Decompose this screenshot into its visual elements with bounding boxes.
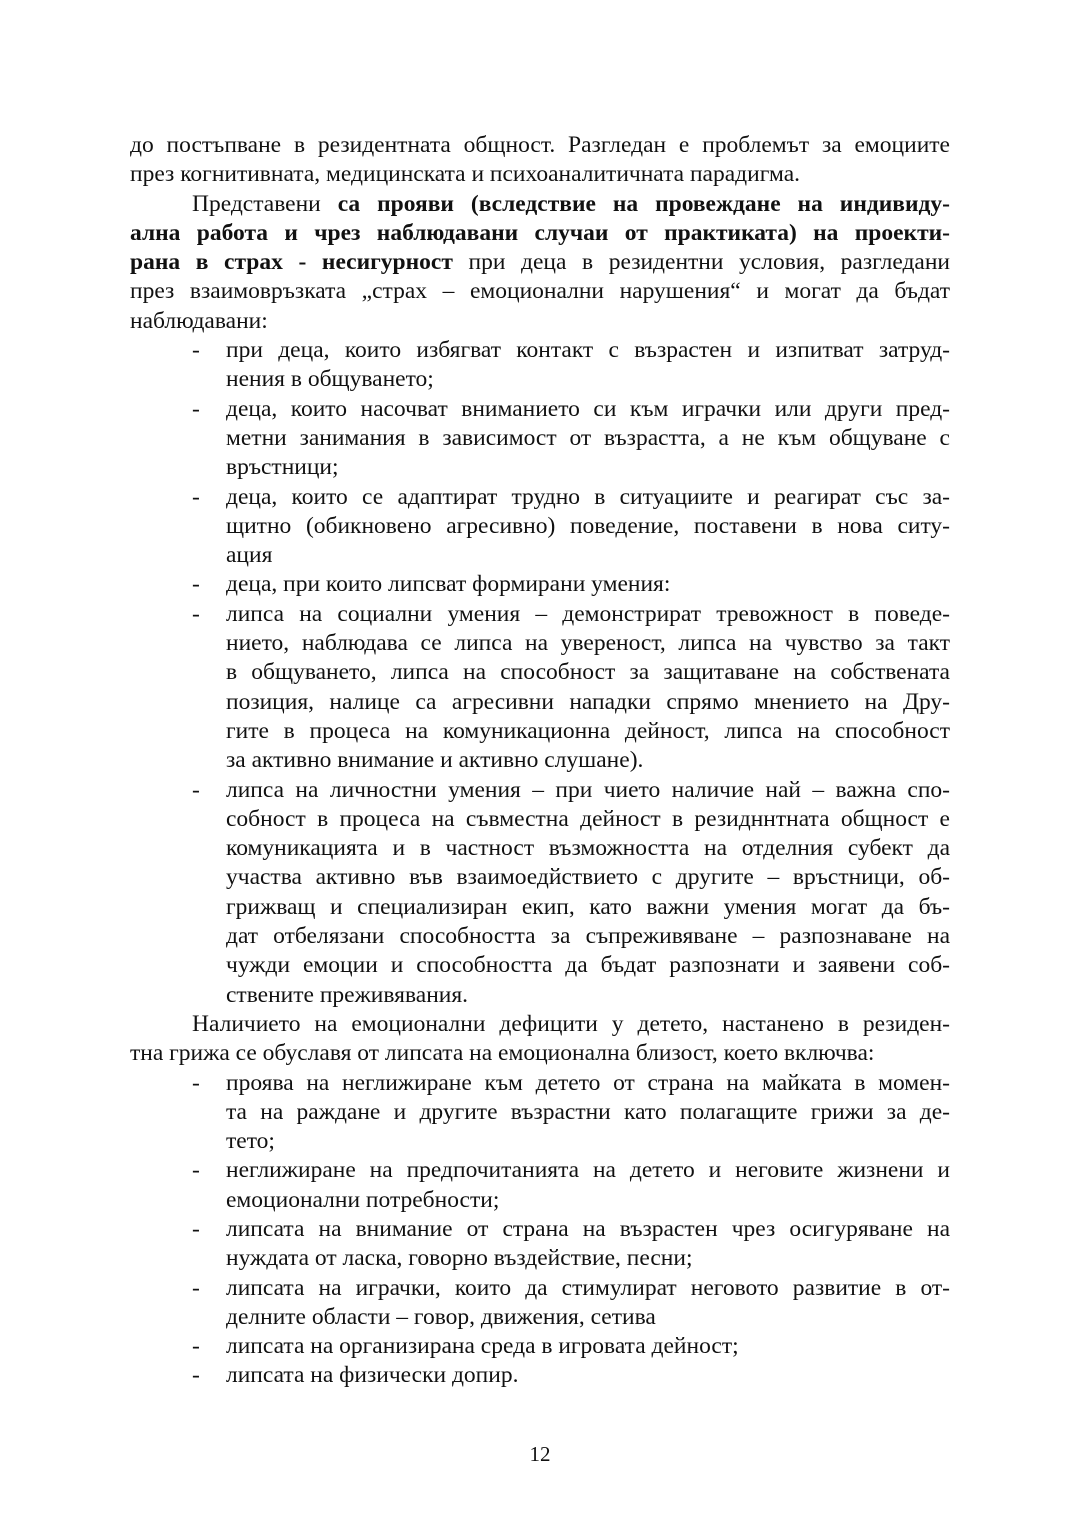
list-item-line: неглижиране на предпочитанията на детето и неговите жизнени и [226, 1157, 950, 1184]
bullet-dash: - [192, 776, 200, 803]
list-item-line: проява на неглижиране към детето от страна на майката в момен- [226, 1069, 950, 1096]
list-item-line: участва активно във взаимоедйствието с другите – връстници, об- [226, 864, 950, 891]
para1-line-3: рана в страх - несигурност при деца в резидентни условия, разгледани [130, 249, 950, 276]
bullet-list-2 [130, 1069, 950, 1391]
bullet-dash: - [192, 571, 200, 598]
list-item-line: липса на социални умения – демонстрират тревожност в поведе- [226, 600, 950, 627]
para2-line-1: Наличието на емоционални дефицити у детето, настанено в резиден- [192, 1010, 950, 1037]
bullet-dash: - [192, 1362, 200, 1389]
list-item-line: липса на личностни умения – при чието наличие най – важна спо- [226, 776, 950, 803]
bullet-dash: - [192, 395, 200, 422]
list-item-line: нуждата от ласка, говорно въздействие, песни; [226, 1245, 693, 1272]
bullet-dash: - [192, 600, 200, 627]
list-item-line: деца, при които липсват формирани умения: [226, 571, 671, 598]
list-item-line: емоционални потребности; [226, 1186, 500, 1213]
para2-line-2: тна грижа се обуславя от липсата на емоционална близост, което включва: [130, 1040, 875, 1067]
list-item-line: нието, наблюдава се липса на увереност, липса на чувство за такт [226, 630, 950, 657]
document-page [130, 131, 950, 1391]
list-item-line: дат отбелязани способността за съпреживяване – разпознаване на [226, 923, 950, 950]
list-item [130, 336, 950, 395]
list-item-line: гите в процеса на комуникационна дейност, липса на способност [226, 717, 950, 744]
list-item-line: деца, които се адаптират трудно в ситуациите и реагират със за- [226, 483, 950, 510]
list-item [130, 395, 950, 483]
list-item-line: позиция, налице са агресивни нападки спрямо мнението на Дру- [226, 688, 950, 715]
list-item-line: липсата на внимание от страна на възрастен чрез осигуряване на [226, 1215, 950, 1242]
list-item-line: при деца, които избягват контакт с възрастен и изпитват затруд- [226, 337, 950, 364]
intro-line-2: през когнитивната, медицинската и психоаналитичната парадигма. [130, 161, 801, 188]
list-item [130, 1215, 950, 1274]
para1-line-5: наблюдавани: [130, 307, 268, 334]
list-item-line: щитно (обикновено агресивно) поведение, поставени в нова ситу- [226, 512, 950, 539]
list-item [130, 600, 950, 776]
list-item [130, 483, 950, 571]
intro-line-1: до постъпване в резидентната общност. Разгледан е проблемът за емоциите [130, 132, 950, 158]
list-item-line: та на раждане и другите възрастни като полагащите грижи за де- [226, 1098, 950, 1125]
list-item [130, 1156, 950, 1215]
para1-line-1: Представени са прояви (вследствие на провеждане на индивиду- [192, 190, 950, 217]
para1-line-2: ална работа и чрез наблюдавани случаи от практиката) на проекти- [130, 219, 950, 246]
bullet-dash: - [192, 1069, 200, 1096]
list-item [130, 1274, 950, 1333]
list-item-line: за активно внимание и активно слушане). [226, 747, 644, 774]
list-item-line: връстници; [226, 454, 339, 481]
list-item-line: комуникацията и в частност възможността на отделния субект да [226, 835, 950, 862]
list-item-line: делните области – говор, движения, сетива [226, 1303, 656, 1330]
bullet-dash: - [192, 1274, 200, 1301]
list-item [130, 1361, 950, 1390]
list-item-line: в общуването, липса на способност за защитаване на собствената [226, 659, 950, 686]
bullet-dash: - [192, 337, 200, 364]
page-number: 12 [529, 1442, 551, 1466]
list-item-line: нения в общуването; [226, 366, 434, 393]
bullet-dash: - [192, 483, 200, 510]
list-item [130, 1332, 950, 1361]
list-item-line: липсата на физически допир. [226, 1362, 519, 1389]
list-item-line: липсата на играчки, които да стимулират неговото развитие в от- [226, 1274, 950, 1301]
list-item-line: липсата на организирана среда в игровата дейност; [226, 1333, 739, 1360]
list-item [130, 1069, 950, 1157]
bullet-dash: - [192, 1157, 200, 1184]
list-item-line: тето; [226, 1128, 275, 1155]
list-item [130, 776, 950, 1010]
list-item-line: метни занимания в зависимост от възрастта, а не към общуване с [226, 424, 950, 451]
bullet-dash: - [192, 1215, 200, 1242]
list-item-line: чужди емоции и способността да бъдат разпознати и заявени соб- [226, 952, 950, 979]
bullet-list-1 [130, 336, 950, 1010]
para1-line-4: през взаимовръзката „страх – емоционални нарушения“ и могат да бъдат [130, 278, 950, 305]
bullet-dash: - [192, 1333, 200, 1360]
list-item-line: грижващ и специализиран екип, като важни умения могат да бъ- [226, 893, 950, 920]
list-item-line: ация [226, 542, 273, 569]
list-item-line: собност в процеса на съвместна дейност в резидннтната общност е [226, 805, 950, 832]
list-item [130, 570, 950, 599]
list-item-line: ствените преживявания. [226, 981, 469, 1008]
list-item-line: деца, които насочват вниманието си към играчки или други пред- [226, 395, 950, 422]
